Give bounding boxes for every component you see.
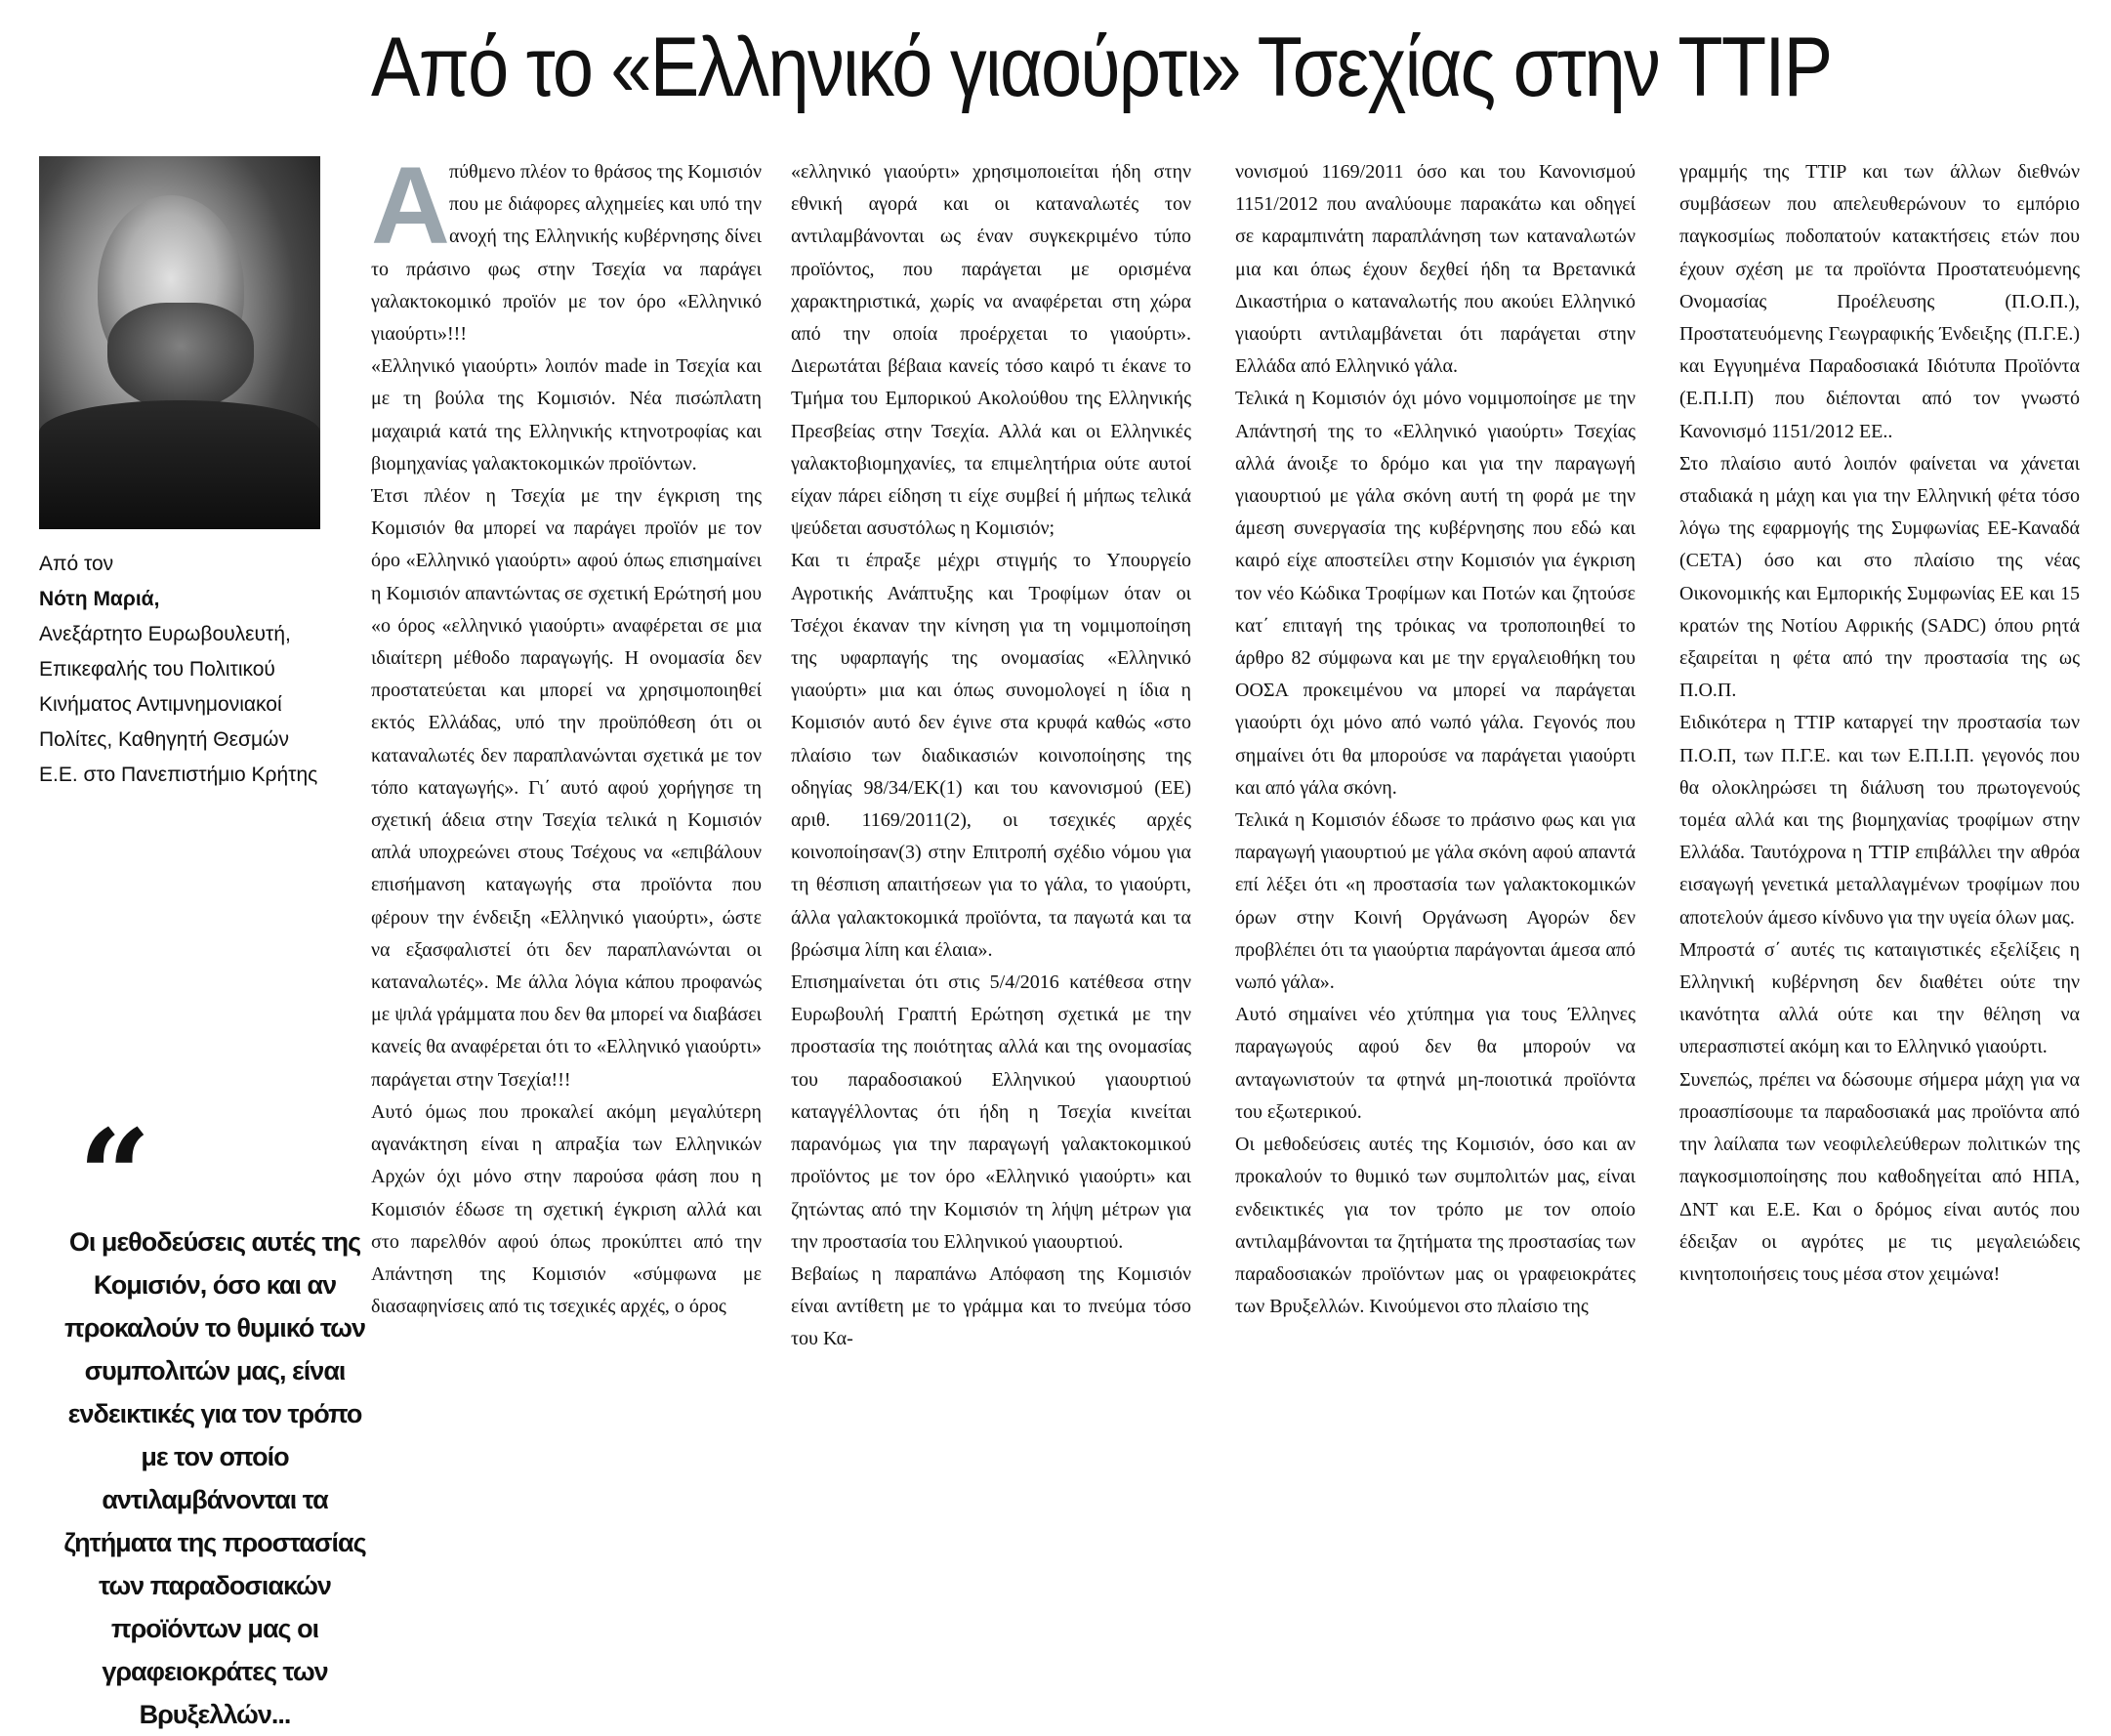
paragraph: Βεβαίως η παραπάνω Απόφαση της Κομισιόν είναι αντίθετη με το γράμμα και το πνεύμα τόσο του Κα- [791,1262,1191,1350]
paragraph: Οι μεθοδεύσεις αυτές της Κομισιόν, όσο και αν προκαλούν το θυμικό των συμπολιτών μας, είναι ενδεικτικές για τον τρόπο με τον οποίο αντιλαμβάνονται τα ζητήματα της προστασίας των παραδοσιακών προϊόντων μας οι γραφειοκράτες των Βρυξελλών. Κινούμενοι στο πλαίσιο της [1235,1134,1635,1318]
article-column-2 [791,156,1191,1611]
author-role: Ανεξάρτητο Ευρωβουλευτή, Επικεφαλής του Πολιτικού Κινήματος Αντιμνημονιακοί Πολίτες, Καθηγητή Θεσμών Ε.Ε. στο Πανεπιστήμιο Κρήτης [39,623,318,786]
drop-cap: Α [371,156,450,267]
quote-mark-icon: “ [78,1101,151,1251]
author-sidebar [39,156,366,1729]
author-name: Νότη Μαριά, [39,588,160,610]
paragraph: Στο πλαίσιο αυτό λοιπόν φαίνεται να χάνεται σταδιακά η μάχη και για την Ελληνική φέτα τόσο λόγω της εφαρμογής της Συμφωνίας ΕΕ-Καναδά (CETA) όσο και στο πλαίσιο της νέας Οικονομικής και Εμπορικής Συμφωνίας ΕΕ και 15 κρατών της Νοτίου Αφρικής (SADC) όπου ρητά εξαιρείται η φέτα από την προστασία της ως Π.Ο.Π. [1679,452,2080,702]
article-column-4 [1679,156,2080,1611]
author-byline [39,547,332,793]
paragraph: Τελικά η Κομισιόν όχι μόνο νομιμοποίησε με την Απάντησή της το «Ελληνικό γιαούρτι» Τσεχίας αλλά άνοιξε το δρόμο και για την παραγωγή γιαουρτιού με γάλα σκόνη αυτή τη φορά με την άμεση συνεργασία της κυβέρνησης που εδώ και καιρό είχε αποστείλει στην Κομισιόν για έγκριση τον νέο Κώδικα Τροφίμων και Ποτών και ζητούσε κατ΄ επιταγή της τρόικας να τροποποιηθεί το άρθρο 82 σύμφωνα και με την εργαλειοθήκη του ΟΟΣΑ προκειμένου να μπορεί να παράγεται γιαούρτι όχι μόνο από νωπό γάλα. Γεγονός που σημαίνει ότι θα μπορούσε να παράγεται γιαούρτι και από γάλα σκόνη. [1235,388,1635,799]
pull-quote: Οι μεθοδεύσεις αυτές της Κομισιόν, όσο και αν προκαλούν το θυμικό των συμπολιτών μας, είναι ενδεικτικές για τον τρόπο με τον οποίο αντιλαμβάνονται τα ζητήματα της προστασίας των παραδοσιακών προϊόντων μας οι γραφειοκράτες των Βρυξελλών... [63,1227,366,1729]
paragraph: Επισημαίνεται ότι στις 5/4/2016 κατέθεσα στην Ευρωβουλή Γραπτή Ερώτηση σχετικά με την προστασία της ποιότητας αλλά και της ονομασίας του παραδοσιακού Ελληνικού γιαουρτιού καταγγέλλοντας ότι ήδη η Τσεχία κινείται παρανόμως για την παραγωγή γαλακτοκομικού προϊόντος με τον όρο «Ελληνικό γιαούρτι» και ζητώντας από την Κομισιόν τη λήψη μέτρων για την προστασία του Ελληνικού γιαουρτιού. [791,971,1191,1253]
paragraph: «Ελληνικό γιαούρτι» λοιπόν made in Τσεχία και με τη βούλα της Κομισιόν. Νέα πισώπλατη μαχαιριά κατά της Ελληνικής κτηνοτροφίας και βιομηχανίας γαλακτοκομικών προϊόντων. [371,355,762,475]
paragraph: Και τι έπραξε μέχρι στιγμής το Υπουργείο Αγροτικής Ανάπτυξης και Τροφίμων όταν οι Τσέχοι έκαναν την κίνηση για τη νομιμοποίηση της υφαρπαγής της ονομασίας «Ελληνικό γιαούρτι» μια και όπως συνομολογεί η ίδια η Κομισιόν αυτό δεν έγινε στα κρυφά καθώς «στο πλαίσιο των διαδικασιών κοινοποίησης της οδηγίας 98/34/ΕΚ(1) και του κανονισμού (ΕΕ) αριθ. 1169/2011(2), οι τσεχικές αρχές κοινοποίησαν(3) στην Επιτροπή σχέδιο νόμου για τη θέσπιση απαιτήσεων για το γάλα, το γιαούρτι, άλλα γαλακτοκομικά προϊόντα, τα παγωτά και τα βρώσιμα λίπη και έλαια». [791,550,1191,961]
paragraph: Τελικά η Κομισιόν έδωσε το πράσινο φως και για παραγωγή γιαουρτιού με γάλα σκόνη αφού απαντά επί λέξει ότι «η προστασία των γαλακτοκομικών όρων στην Κοινή Οργάνωση Αγορών δεν προβλέπει ότι τα γιαούρτια παράγονται άμεσα από νωπό γάλα». [1235,809,1635,994]
paragraph: Μπροστά σ΄ αυτές τις καταιγιστικές εξελίξεις η Ελληνική κυβέρνηση δεν διαθέτει ούτε την ικανότητα αλλά ούτε και την θέληση να υπερασπιστεί ακόμη και το Ελληνικό γιαούρτι. [1679,938,2080,1058]
paragraph: Αυτό σημαίνει νέο χτύπημα για τους Έλληνες παραγωγούς αφού δεν θα μπορούν να ανταγωνιστούν τα φτηνά μη-ποιοτικά προϊόντα του εξωτερικού. [1235,1004,1635,1123]
paragraph: γραμμής της TTIP και των άλλων διεθνών συμβάσεων που απελευθερώνουν το εμπόριο παγκοσμίως ποδοπατούν κατακτήσεις ετών που έχουν σχέση με τα προϊόντα Προστατευόμενης Ονομασίας Προέλευσης (Π.Ο.Π.), Προστατευόμενης Γεωγραφικής Ένδειξης (Π.Γ.Ε.) και Εγγυημένα Παραδοσιακά Ιδιότυπα Προϊόντα (Ε.Π.Ι.Π) που διέπονται από τον γνωστό Κανονισμό 1151/2012 ΕΕ.. [1679,161,2080,442]
paragraph: πύθμενο πλέον το θράσος της Κομισιόν που με διάφορες αλχημείες και υπό την ανοχή της Ελληνικής κυβέρνησης δίνει το πράσινο φως στην Τσεχία να παράγει γαλακτοκομικό προϊόν με τον όρο «Ελληνικό γιαούρτι»!!! [371,161,762,346]
paragraph: νονισμού 1169/2011 όσο και του Κανονισμού 1151/2012 που αναλύουμε παρακάτω και οδηγεί σε καραμπινάτη παραπλάνηση των καταναλωτών μια και όπως έχουν δεχθεί ήδη τα Βρετανικά Δικαστήρια ο καταναλωτής που ακούει Ελληνικό γιαούρτι αντιλαμβάνεται ότι παράγεται στην Ελλάδα από Ελληνικό γάλα. [1235,161,1635,378]
paragraph: Αυτό όμως που προκαλεί ακόμη μεγαλύτερη αγανάκτηση είναι η απραξία των Ελληνικών Αρχών όχι μόνο στην παρούσα φάση που η Κομισιόν έδωσε τη σχετική έγκριση αλλά και στο παρελθόν αφού όπως προκύπτει από την Απάντηση της Κομισιόν «σύμφωνα με διασαφηνίσεις από τις τσεχικές αρχές, ο όρος [371,1100,762,1318]
author-photo [39,156,320,529]
byline-prefix: Από τον [39,553,114,575]
paragraph: Έτσι πλέον η Τσεχία με την έγκριση της Κομισιόν θα μπορεί να παράγει προϊόν με τον όρο «Ελληνικό γιαούρτι» αφού όπως επισημαίνει η Κομισιόν απαντώντας σε σχετική Ερώτησή μου «ο όρος «ελληνικό γιαούρτι» αναφέρεται σε μια ιδιαίτερη μέθοδο παραγωγής. Η ονομασία δεν προστατεύεται και μπορεί να χρησιμοποιηθεί εκτός Ελλάδας, υπό την προϋπόθεση ότι οι καταναλωτές δεν παραπλανώνται σχετικά με τον τόπο καταγωγής». Γι΄ αυτό αφού χορήγησε τη σχετική άδεια στην Τσεχία τελικά η Κομισιόν απλά υποχρεώνει στους Τσέχους να «επιβάλουν επισήμανση καταγωγής στα προϊόντα που φέρουν την ένδειξη «Ελληνικό γιαούρτι», ώστε να εξασφαλιστεί ότι δεν παραπλανώνται οι καταναλωτές». Με άλλα λόγια κάπου προφανώς με ψιλά γράμματα που δεν θα μπορεί να διαβάσει κανείς θα αναφέρεται ότι το «Ελληνικό γιαούρτι» παράγεται στην Τσεχία!!! [371,485,762,1091]
paragraph: «ελληνικό γιαούρτι» χρησιμοποιείται ήδη στην εθνική αγορά και οι καταναλωτές τον αντιλαμβάνονται ως έναν συγκεκριμένο τύπο προϊόντος, που παράγεται με ορισμένα χαρακτηριστικά, χωρίς να αναφέρεται στη χώρα από την οποία προέρχεται το γιαούρτι». Διερωτάται βέβαια κανείς τόσο καιρό τι έκανε το Τμήμα του Εμπορικού Ακολούθου της Ελληνικής Πρεσβείας στην Τσεχία. Αλλά και οι Ελληνικές γαλακτοβιομηχανίες, τα επιμελητήρια ούτε αυτοί είχαν πάρει είδηση τι είχε συμβεί ή μήπως τελικά ψεύδεται ασυστόλως η Κομισιόν; [791,161,1191,540]
article-column-1 [371,156,762,1611]
article-headline: Από το «Ελληνικό γιαούρτι» Τσεχίας στην TTIP [371,21,1832,114]
paragraph: Συνεπώς, πρέπει να δώσουμε σήμερα μάχη για να προασπίσουμε τα παραδοσιακά μας προϊόντα από την λαίλαπα των νεοφιλελεύθερων πολιτικών της παγκοσμιοποίησης που καθοδηγείται από ΗΠΑ, ΔΝΤ και Ε.Ε. Και ο δρόμος είναι αυτός που έδειξαν οι αγρότες με τις μεγαλειώδεις κινητοποιήσεις τους μέσα στον χειμώνα! [1679,1068,2080,1285]
author-photo-beard [107,303,254,410]
paragraph: Ειδικότερα η TTIP καταργεί την προστασία των Π.Ο.Π, των Π.Γ.Ε. και των Ε.Π.Ι.Π. γεγονός που θα ολοκληρώσει τη διάλυση του πρωτογενούς τομέα αλλά και της βιομηχανίας τροφίμων στην Ελλάδα. Ταυτόχρονα η TTIP επιβάλλει την αθρόα εισαγωγή γενετικά μεταλλαγμένων τροφίμων που αποτελούν άμεσο κίνδυνο για την υγεία όλων μας. [1679,712,2080,929]
article-column-3 [1235,156,1635,1611]
author-photo-shoulders [39,400,320,529]
